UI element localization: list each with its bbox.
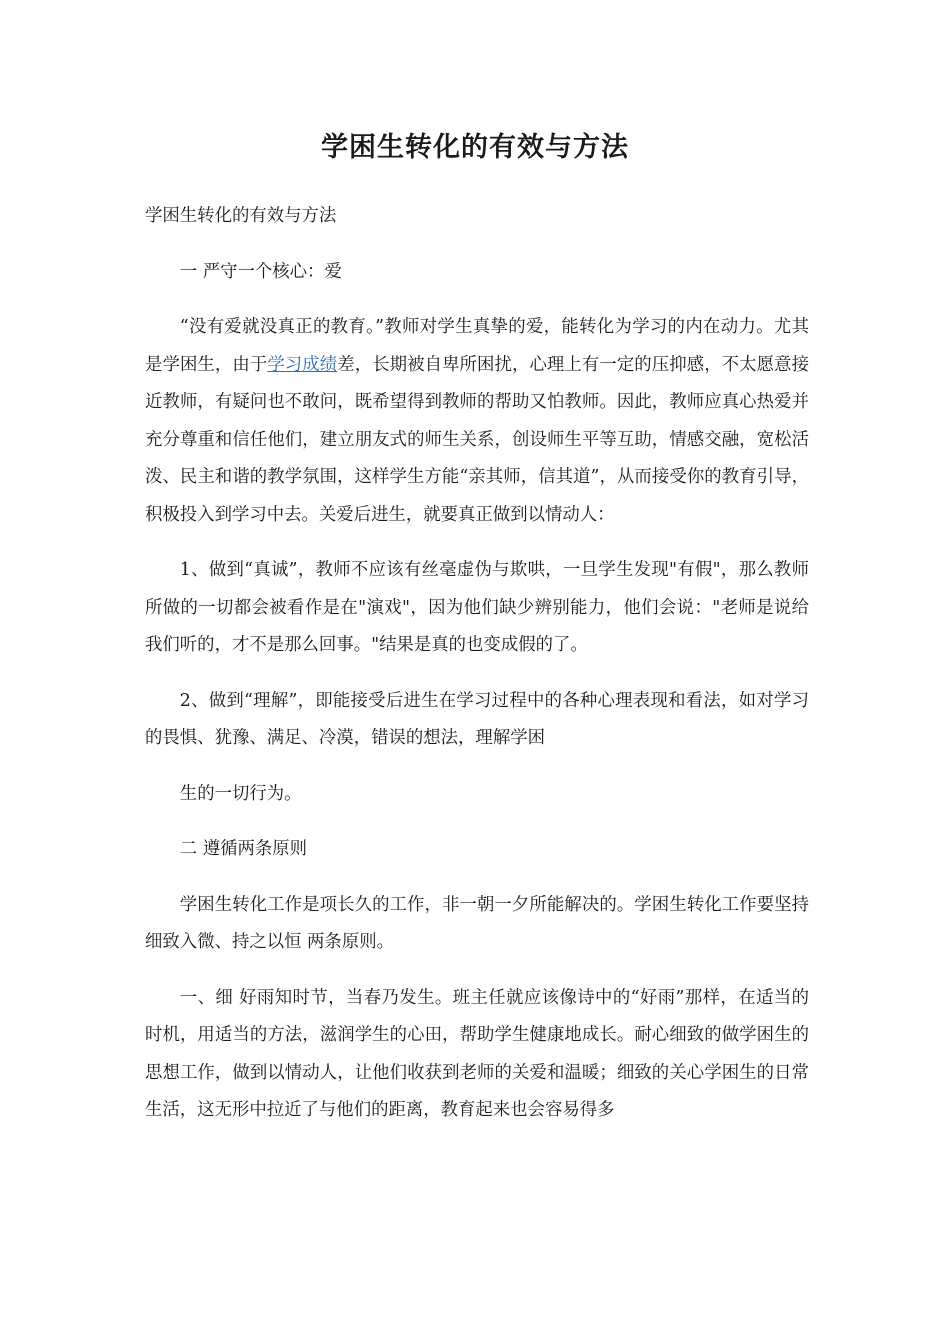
section-heading-1: 一 严守一个核心：爱	[179, 261, 342, 282]
section-heading-2: 二 遵循两条原则	[179, 839, 308, 859]
paragraph-careful: 一、细 好雨知时节，当春乃发生。班主任就应该像诗中的“好雨”那样，在适当的时机，用适当的方法，滋润学生的心田，帮助学生健康地成长。耐心细致的做学困生的思想工作，做到以情动人，让他们收获到老师的关爱和温暖；细致的关心学困生的日常生活，这无形中拉近了与他们的距离，教育起来也会容易得多	[145, 987, 809, 1120]
document-subtitle: 学困生转化的有效与方法	[145, 206, 337, 226]
document-body	[145, 198, 809, 1148]
document-title: 学困生转化的有效与方法	[321, 132, 629, 163]
paragraph-love	[145, 309, 809, 534]
paragraph-understanding: 2、做到“理解”，即能接受后进生在学习过程中的各种心理表现和看法，如对学习的畏惧、犹豫、满足、冷漠，错误的想法，理解学困	[145, 690, 809, 748]
paragraph-sincerity: 1、做到“真诚”，教师不应该有丝毫虚伪与欺哄，一旦学生发现"有假"，那么教师所做的一切都会被看作是在"演戏"，因为他们缺少辨别能力，他们会说："老师是说给我们听的，才不是那么回事。"结果是真的也变成假的了。	[145, 560, 809, 655]
study-score-link[interactable]: 学习成绩	[267, 354, 338, 375]
paragraph-principles: 学困生转化工作是项长久的工作，非一朝一夕所能解决的。学困生转化工作要坚持细致入微、持之以恒 两条原则。	[145, 894, 809, 952]
paragraph-love-text-end: 差，长期被自卑所困扰，心理上有一定的压抑感，不太愿意接近教师，有疑问也不敢问，既希望得到教师的帮助又怕教师。因此，教师应真心热爱并充分尊重和信任他们，建立朋友式的师生关系，创设师生平等互助，情感交融，宽松活泼、民主和谐的教学氛围，这样学生方能“亲其师，信其道”，从而接受你的教育引导，积极投入到学习中去。关爱后进生，就要真正做到以情动人：	[145, 354, 809, 525]
paragraph-love-text-start: “没有爱就没真正的教育。”教师对学生真挚的爱，能转化为学习的内在动力。尤其是学困生，由于	[145, 317, 809, 375]
paragraph-behavior: 生的一切行为。	[179, 783, 302, 804]
